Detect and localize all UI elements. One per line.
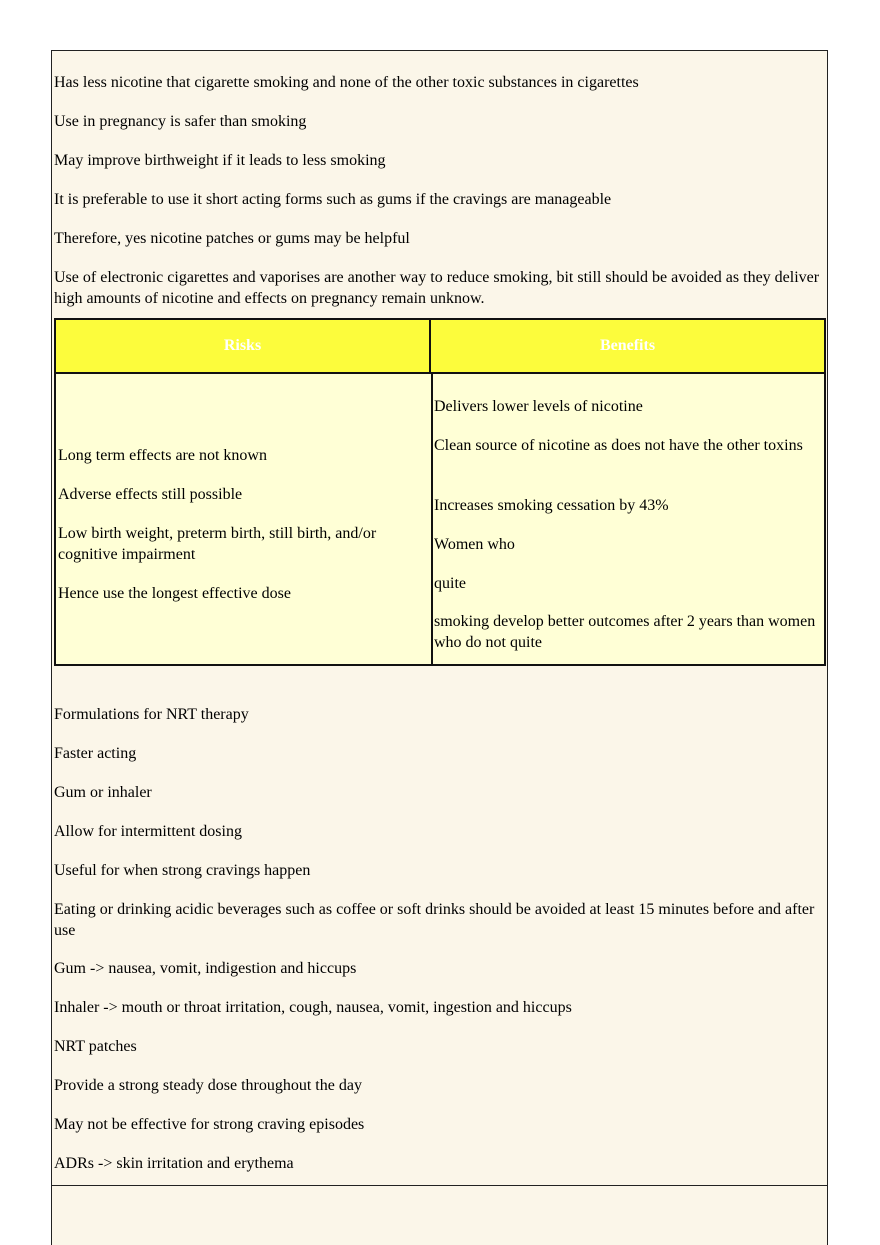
body-line: Faster acting: [54, 745, 137, 762]
table-header-risks: Risks: [56, 320, 431, 374]
table-header-benefits: Benefits: [431, 320, 824, 374]
body-line: Provide a strong steady dose throughout the day: [54, 1077, 362, 1094]
body-line: Allow for intermittent dosing: [54, 823, 242, 840]
benefit-item: quite: [434, 575, 466, 592]
column-divider: [431, 374, 433, 664]
benefit-item: Clean source of nicotine as does not have the other toxins: [434, 437, 803, 454]
intro-line: It is preferable to use it short acting forms such as gums if the cravings are manageable: [54, 191, 612, 208]
benefit-item: Delivers lower levels of nicotine: [434, 398, 643, 415]
risk-item: Hence use the longest effective dose: [58, 585, 291, 602]
benefit-item: smoking develop better outcomes after 2 years than women who do not quite: [434, 613, 816, 651]
body-line: Eating or drinking acidic beverages such as coffee or soft drinks should be avoided at least 15 minutes before and after use: [54, 901, 815, 939]
benefit-item: Increases smoking cessation by 43%: [434, 497, 669, 514]
risk-item: Low birth weight, preterm birth, still birth, and/or cognitive impairment: [58, 525, 377, 563]
intro-line: Has less nicotine that cigarette smoking and none of the other toxic substances in cigarettes: [54, 74, 639, 91]
bottom-divider: [52, 1185, 827, 1186]
body-line: Inhaler -> mouth or throat irritation, cough, nausea, vomit, ingestion and hiccups: [54, 999, 572, 1016]
benefit-item: Women who: [434, 536, 515, 553]
risk-item: Long term effects are not known: [58, 447, 267, 464]
intro-line: Use of electronic cigarettes and vaporises are another way to reduce smoking, bit still should be avoided as they deliver high amounts of nicotine and effects on pregnancy remain unknow.: [54, 269, 820, 307]
document-page: [51, 50, 828, 1245]
body-line: May not be effective for strong craving episodes: [54, 1116, 365, 1133]
intro-line: May improve birthweight if it leads to less smoking: [54, 152, 386, 169]
intro-line: Therefore, yes nicotine patches or gums may be helpful: [54, 230, 410, 247]
risk-item: Adverse effects still possible: [58, 486, 243, 503]
body-line: Gum -> nausea, vomit, indigestion and hiccups: [54, 960, 357, 977]
body-line: NRT patches: [54, 1038, 137, 1055]
body-line: Useful for when strong cravings happen: [54, 862, 311, 879]
body-line: ADRs -> skin irritation and erythema: [54, 1155, 294, 1172]
risks-benefits-table: [54, 318, 826, 666]
body-line: Gum or inhaler: [54, 784, 152, 801]
body-line: Formulations for NRT therapy: [54, 706, 249, 723]
intro-line: Use in pregnancy is safer than smoking: [54, 113, 307, 130]
